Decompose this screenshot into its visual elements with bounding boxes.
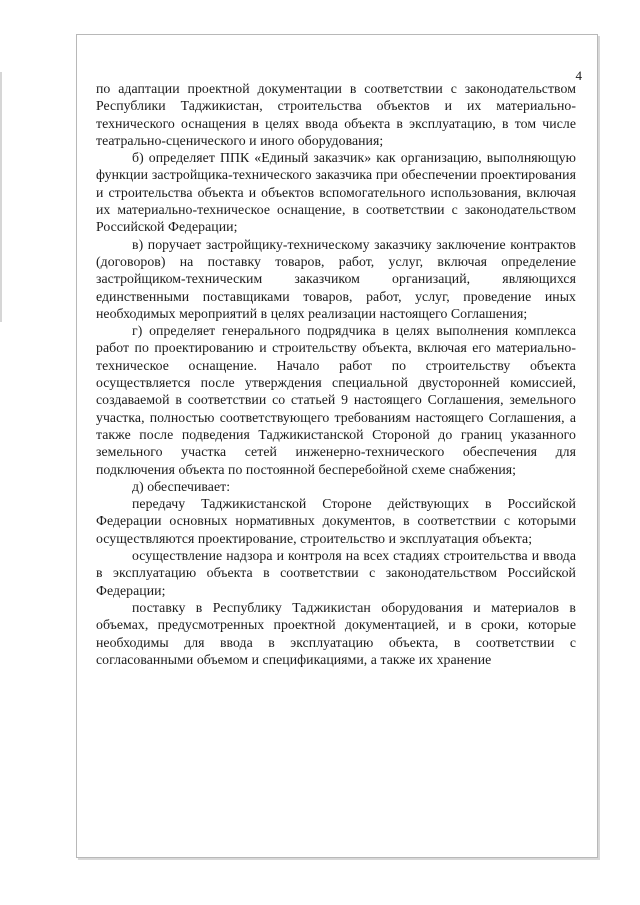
- scan-edge-mark: [0, 72, 2, 322]
- document-body: [96, 80, 576, 668]
- paragraph-continuation: по адаптации проектной документации в соответствии с законодательством Республики Таджикистан, строительства объектов и их материально-технического оснащения в целях ввода объекта в эксплуатацию, в том числе театрально-сценического и иного оборудования;: [96, 81, 576, 148]
- paragraph-v: в) поручает застройщику-техническому заказчику заключение контрактов (договоров) на поставку товаров, работ, услуг, включая определение застройщиком-техническим заказчиком организаций, являющихся единственными поставщиками товаров, работ, услуг, проведение иных необходимых мероприятий в целях реализации настоящего Соглашения;: [96, 236, 576, 321]
- paragraph-d-supervision: осуществление надзора и контроля на всех стадиях строительства и ввода в эксплуатацию объекта в соответствии с законодательством Российской Федерации;: [96, 548, 576, 598]
- page-number: 4: [575, 68, 582, 83]
- paragraph-b: б) определяет ППК «Единый заказчик» как организацию, выполняющую функции застройщика-технического заказчика при обеспечении проектирования и строительства объекта и объектов вспомогательного использования, включая их материально-техническое оснащение, в соответствии с законодательством Российской Федерации;: [96, 150, 576, 235]
- paragraph-g: г) определяет генерального подрядчика в целях выполнения комплекса работ по проектированию и строительству объекта, включая его материально-техническое оснащение. Начало работ по строительству объекта осуществляется после утверждения специальной двусторонней комиссией, создаваемой в соответствии со статьей 9 настоящего Соглашения, земельного участка, полностью соответствующего требованиям настоящего Соглашения, а также после подведения Таджикистанской Стороной до границ указанного земельного участка сетей инженерно-технического обеспечения для подключения объекта по постоянной бесперебойной схеме снабжения;: [96, 323, 576, 477]
- paragraph-d-transfer: передачу Таджикистанской Стороне действующих в Российской Федерации основных нормативных документов, в соответствии с которыми осуществляются проектирование, строительство и эксплуатация объекта;: [96, 496, 576, 546]
- paragraph-d-supply: поставку в Республику Таджикистан оборудования и материалов в объемах, предусмотренных проектной документацией, и в сроки, которые необходимы для ввода в эксплуатацию объекта, в соответствии с согласованными объемом и спецификациями, а также их хранение: [96, 599, 576, 667]
- paragraph-d-heading: д) обеспечивает:: [132, 478, 231, 494]
